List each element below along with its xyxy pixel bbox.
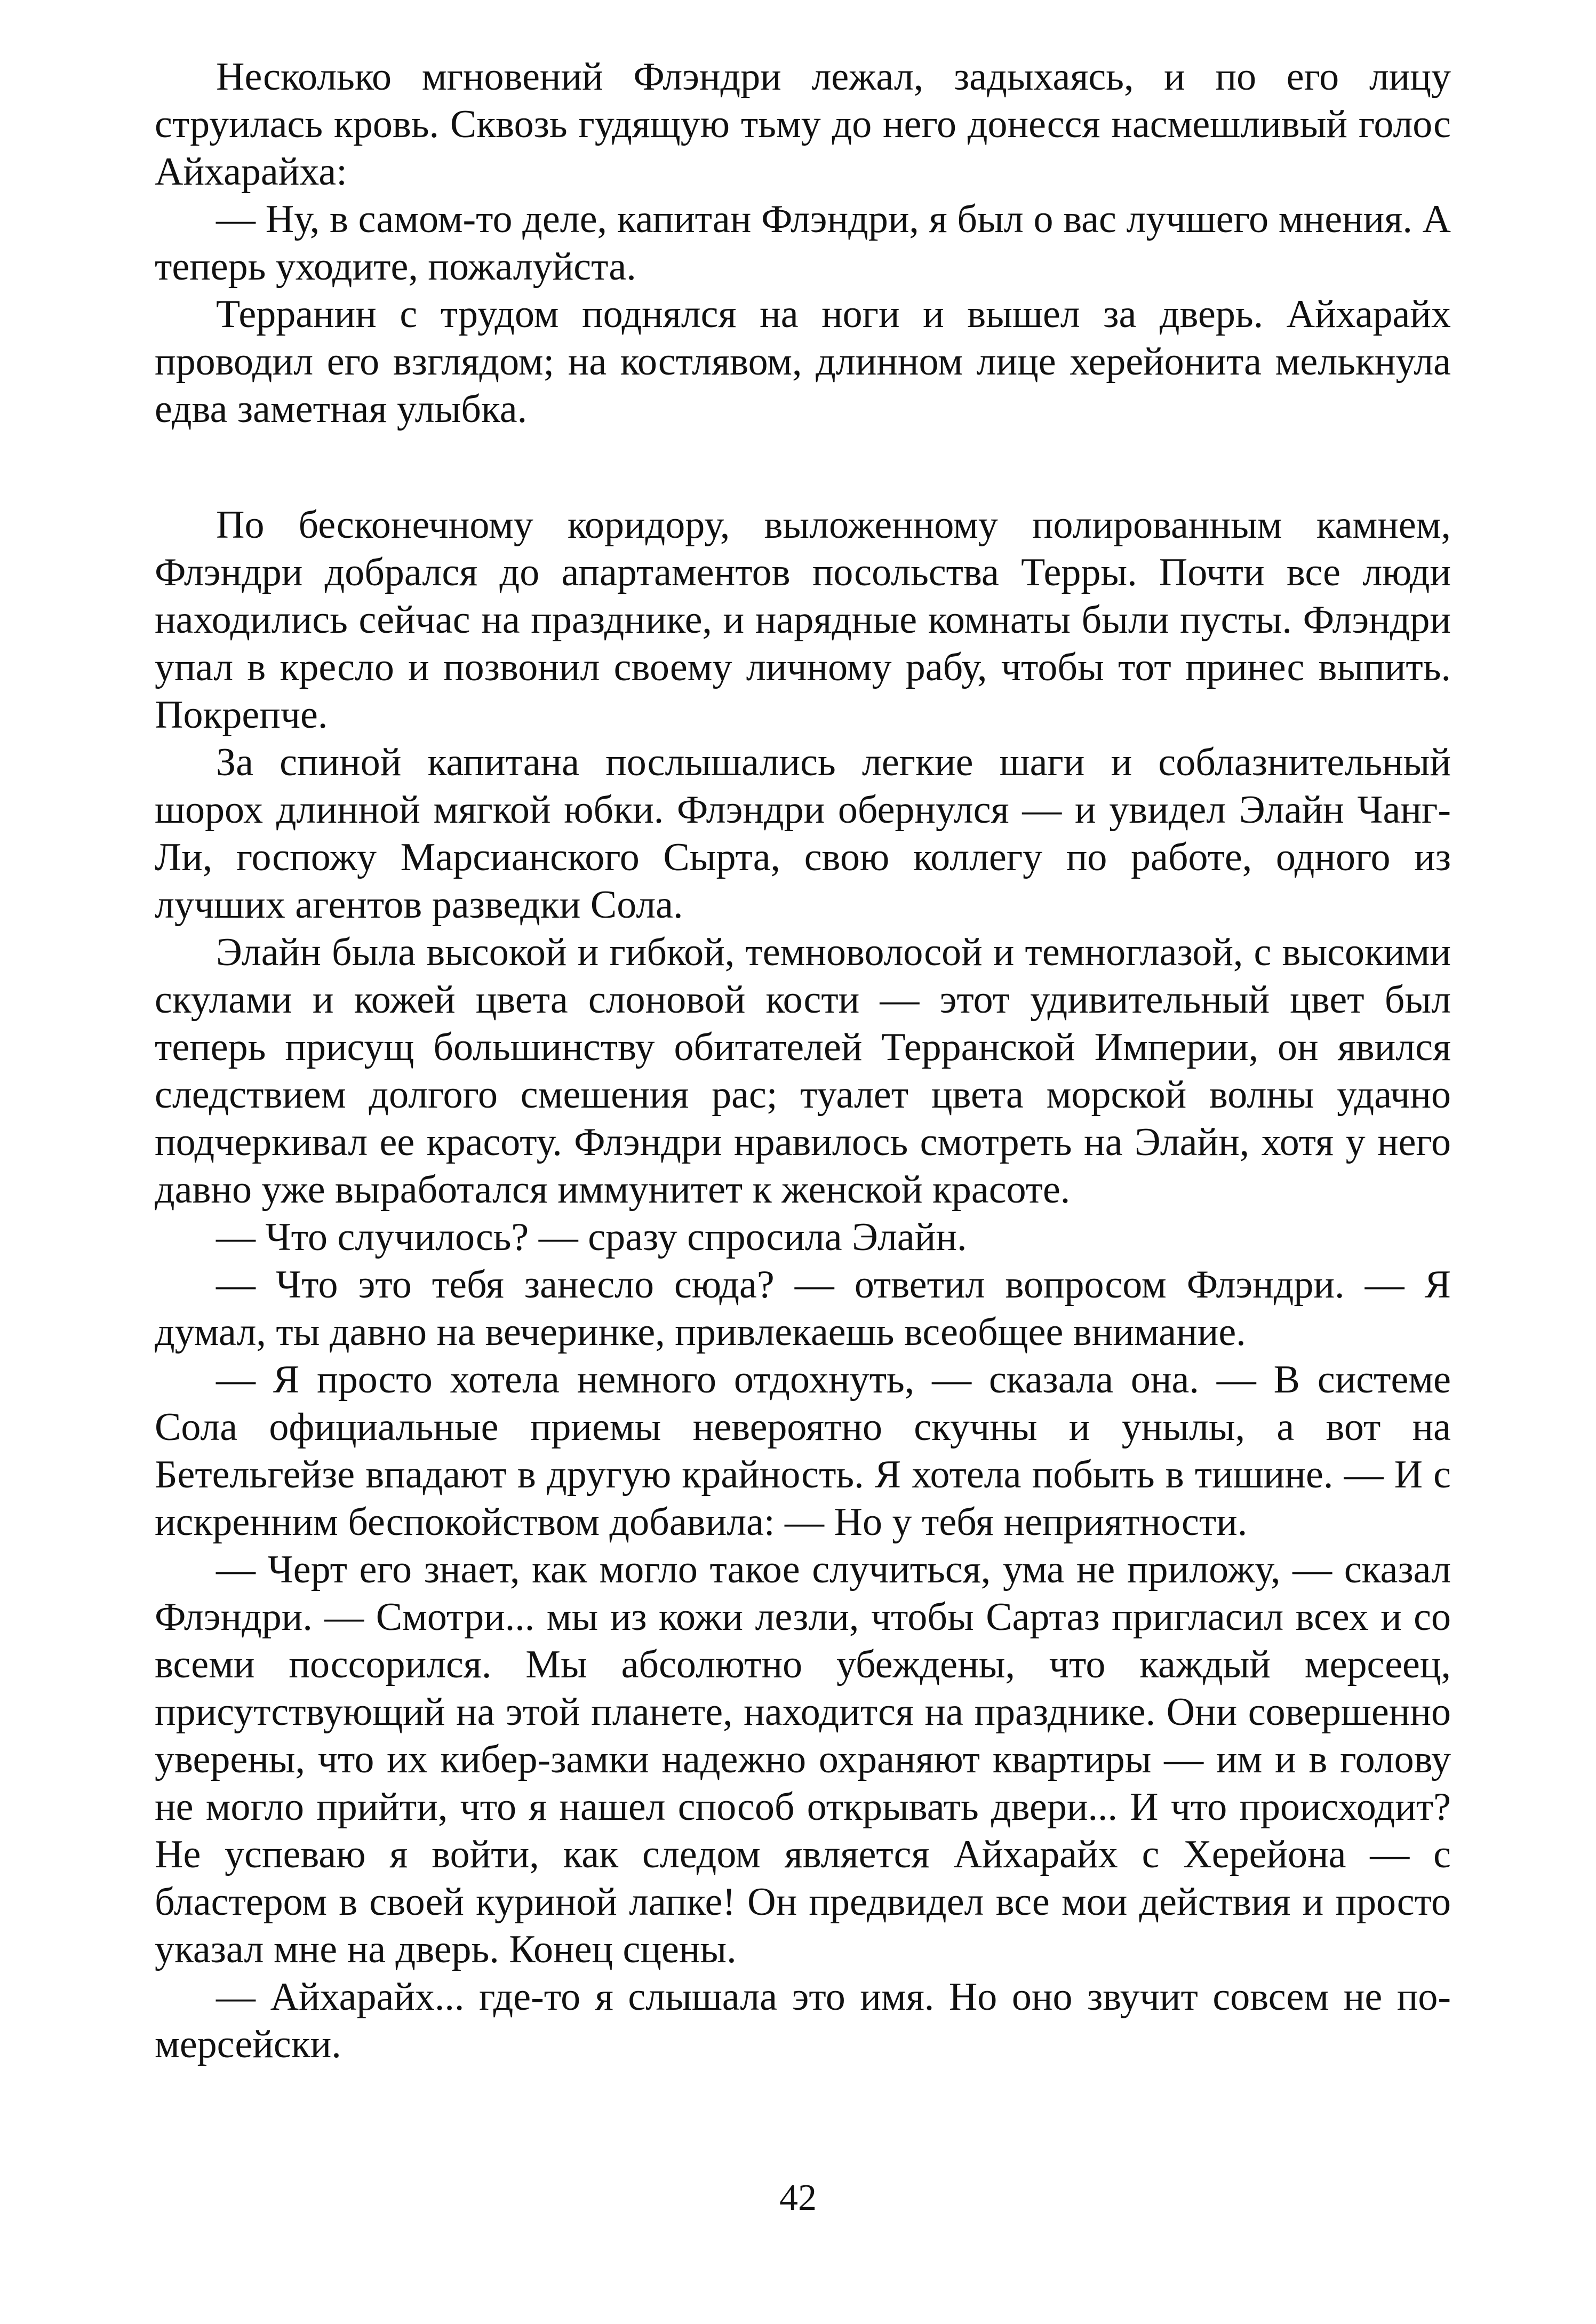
paragraph: По бесконечному коридору, выложенному полированным камнем, Флэндри добрался до апартаментов посольства Терры. Почти все люди находились сейчас на празднике, и нарядные комнаты были пусты. Флэндри упал в кресло и позвонил своему личному рабу, чтобы тот принес выпить. Покрепче. xyxy=(155,503,1451,737)
text-section-2 xyxy=(155,502,1451,2068)
paragraph: Элайн была высокой и гибкой, темноволосой и темноглазой, с высокими скулами и кожей цвета слоновой кости — этот удивительный цвет был теперь присущ большинству обитателей Терранской Империи, он явился следствием долгого смешения рас; туалет цвета морской волны удачно подчеркивал ее красоту. Флэндри нравилось смотреть на Элайн, хотя у него давно уже выработался иммунитет к женской красоте. xyxy=(155,930,1451,1212)
paragraph: Несколько мгновений Флэндри лежал, задыхаясь, и по его лицу струилась кровь. Сквозь гудящую тьму до него донесся насмешливый голос Айхарайха: xyxy=(155,55,1451,194)
paragraph: — Что случилось? — сразу спросила Элайн. xyxy=(216,1215,967,1259)
paragraph: — Ну, в самом-то деле, капитан Флэндри, я был о вас лучшего мнения. А теперь уходите, пожалуйста. xyxy=(155,197,1451,289)
paragraph: — Айхарайх... где-то я слышала это имя. Но оно звучит совсем не по-мерсейски. xyxy=(155,1975,1451,2066)
text-section-1 xyxy=(155,53,1451,433)
paragraph: — Я просто хотела немного отдохнуть, — сказала она. — В системе Сола официальные приемы невероятно скучны и унылы, а вот на Бетельгейзе впадают в другую крайность. Я хотела побыть в тишине. — И с искренним беспокойством добавила: — Но у тебя неприятности. xyxy=(155,1358,1451,1544)
paragraph: За спиной капитана послышались легкие шаги и соблазнительный шорох длинной мягкой юбки. Флэндри обернулся — и увидел Элайн Чанг-Ли, госпожу Марсианского Сырта, свою коллегу по работе, одного из лучших агентов разведки Сола. xyxy=(155,741,1451,927)
paragraph: — Что это тебя занесло сюда? — ответил вопросом Флэндри. — Я думал, ты давно на вечеринке, привлекаешь всеобщее внимание. xyxy=(155,1263,1451,1354)
paragraph: Терранин с трудом поднялся на ноги и вышел за дверь. Айхарайх проводил его взглядом; на костлявом, длинном лице херейонита мелькнула едва заметная улыбка. xyxy=(155,292,1451,431)
paragraph: — Черт его знает, как могло такое случиться, ума не приложу, — сказал Флэндри. — Смотри... мы из кожи лезли, чтобы Сартаз пригласил всех и со всеми поссорился. Мы абсолютно убеждены, что каждый мерсеец, присутствующий на этой планете, находится на празднике. Они совершенно уверены, что их кибер-замки надежно охраняют квартиры — им и в голову не могло прийти, что я нашел способ открывать двери... И что происходит? Не успеваю я войти, как следом является Айхарайх с Херейона — с бластером в своей куриной лапке! Он предвидел все мои действия и просто указал мне на дверь. Конец сцены. xyxy=(155,1548,1451,1971)
page-number: 42 xyxy=(779,2177,817,2218)
